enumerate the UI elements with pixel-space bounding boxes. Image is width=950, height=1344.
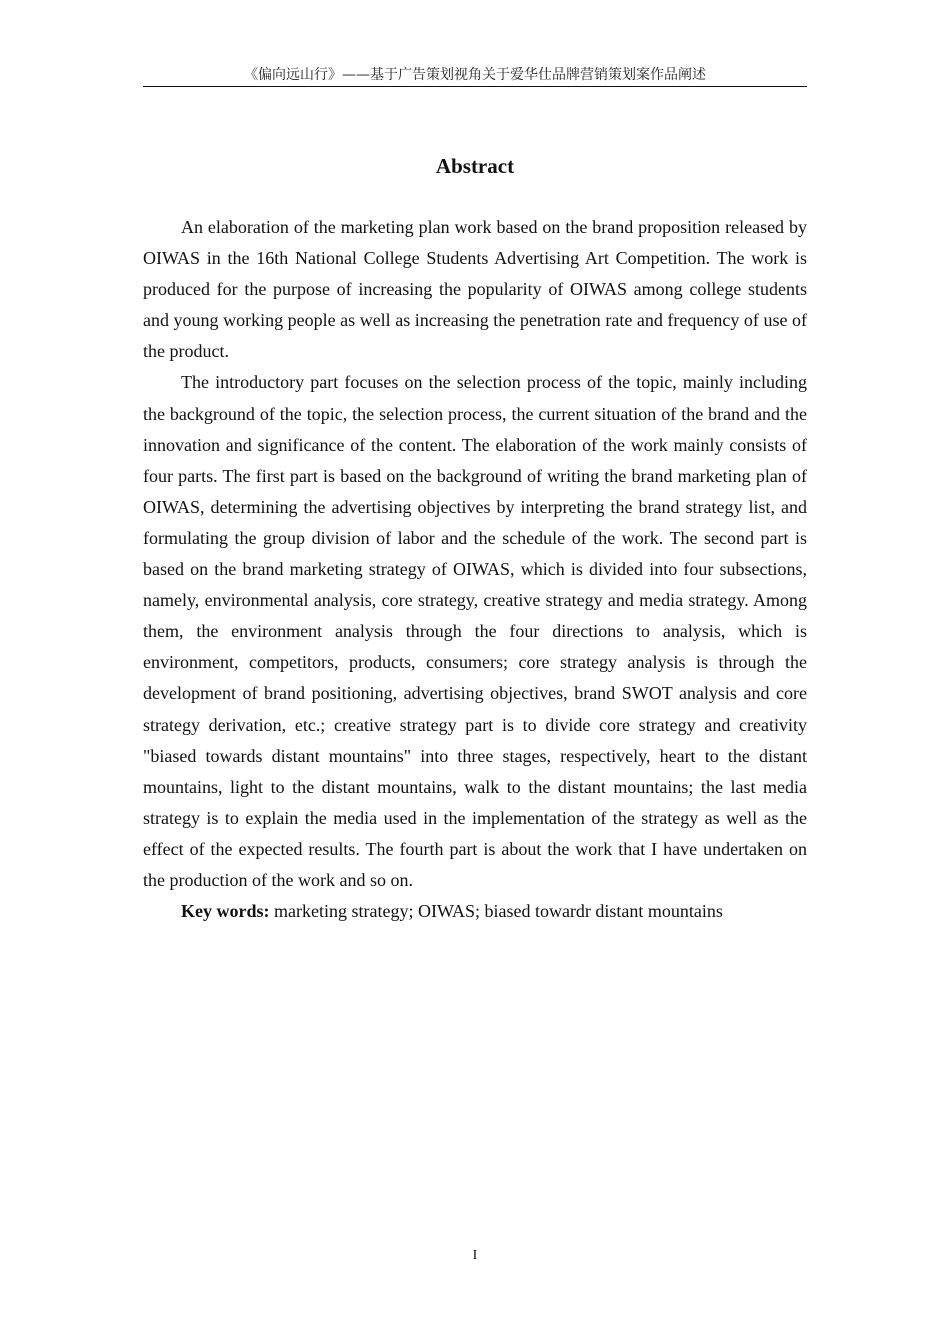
header-rule — [143, 86, 807, 87]
abstract-paragraph-1: An elaboration of the marketing plan work based on the brand proposition released by OIWAS in the 16th National College Students Advertising Art Competition. The work is produced for the purpose of increasing the popularity of OIWAS among college students and young working people as well as increasing the penetration rate and frequency of use of the product. — [143, 217, 807, 362]
abstract-body — [143, 212, 807, 927]
abstract-paragraph-2: The introductory part focuses on the selection process of the topic, mainly including the background of the topic, the selection process, the current situation of the brand and the innovation and significance of the content. The elaboration of the work mainly consists of four parts. The first part is based on the background of writing the brand marketing plan of OIWAS, determining the advertising objectives by interpreting the brand strategy list, and formulating the group division of labor and the schedule of the work. The second part is based on the brand marketing strategy of OIWAS, which is divided into four subsections, namely, environmental analysis, core strategy, creative strategy and media strategy. Among them, the environment analysis through the four directions to analysis, which is environment, competitors, products, consumers; core strategy analysis is through the development of brand positioning, advertising objectives, brand SWOT analysis and core strategy derivation, etc.; creative strategy part is to divide core strategy and creativity "biased towards distant mountains" into three stages, respectively, heart to the distant mountains, light to the distant mountains, walk to the distant mountains; the last media strategy is to explain the media used in the implementation of the strategy as well as the effect of the expected results. The fourth part is about the work that I have undertaken on the production of the work and so on. — [143, 372, 807, 890]
keywords-value: marketing strategy; OIWAS; biased towardr distant mountains — [269, 901, 723, 922]
page-number: I — [472, 1248, 478, 1263]
keywords-label: Key words: — [181, 901, 270, 922]
keywords-line — [143, 896, 807, 927]
running-header: 《偏向远山行》——基于广告策划视角关于爱华仕品牌营销策划案作品阐述 — [244, 67, 706, 83]
abstract-title: Abstract — [435, 154, 515, 178]
